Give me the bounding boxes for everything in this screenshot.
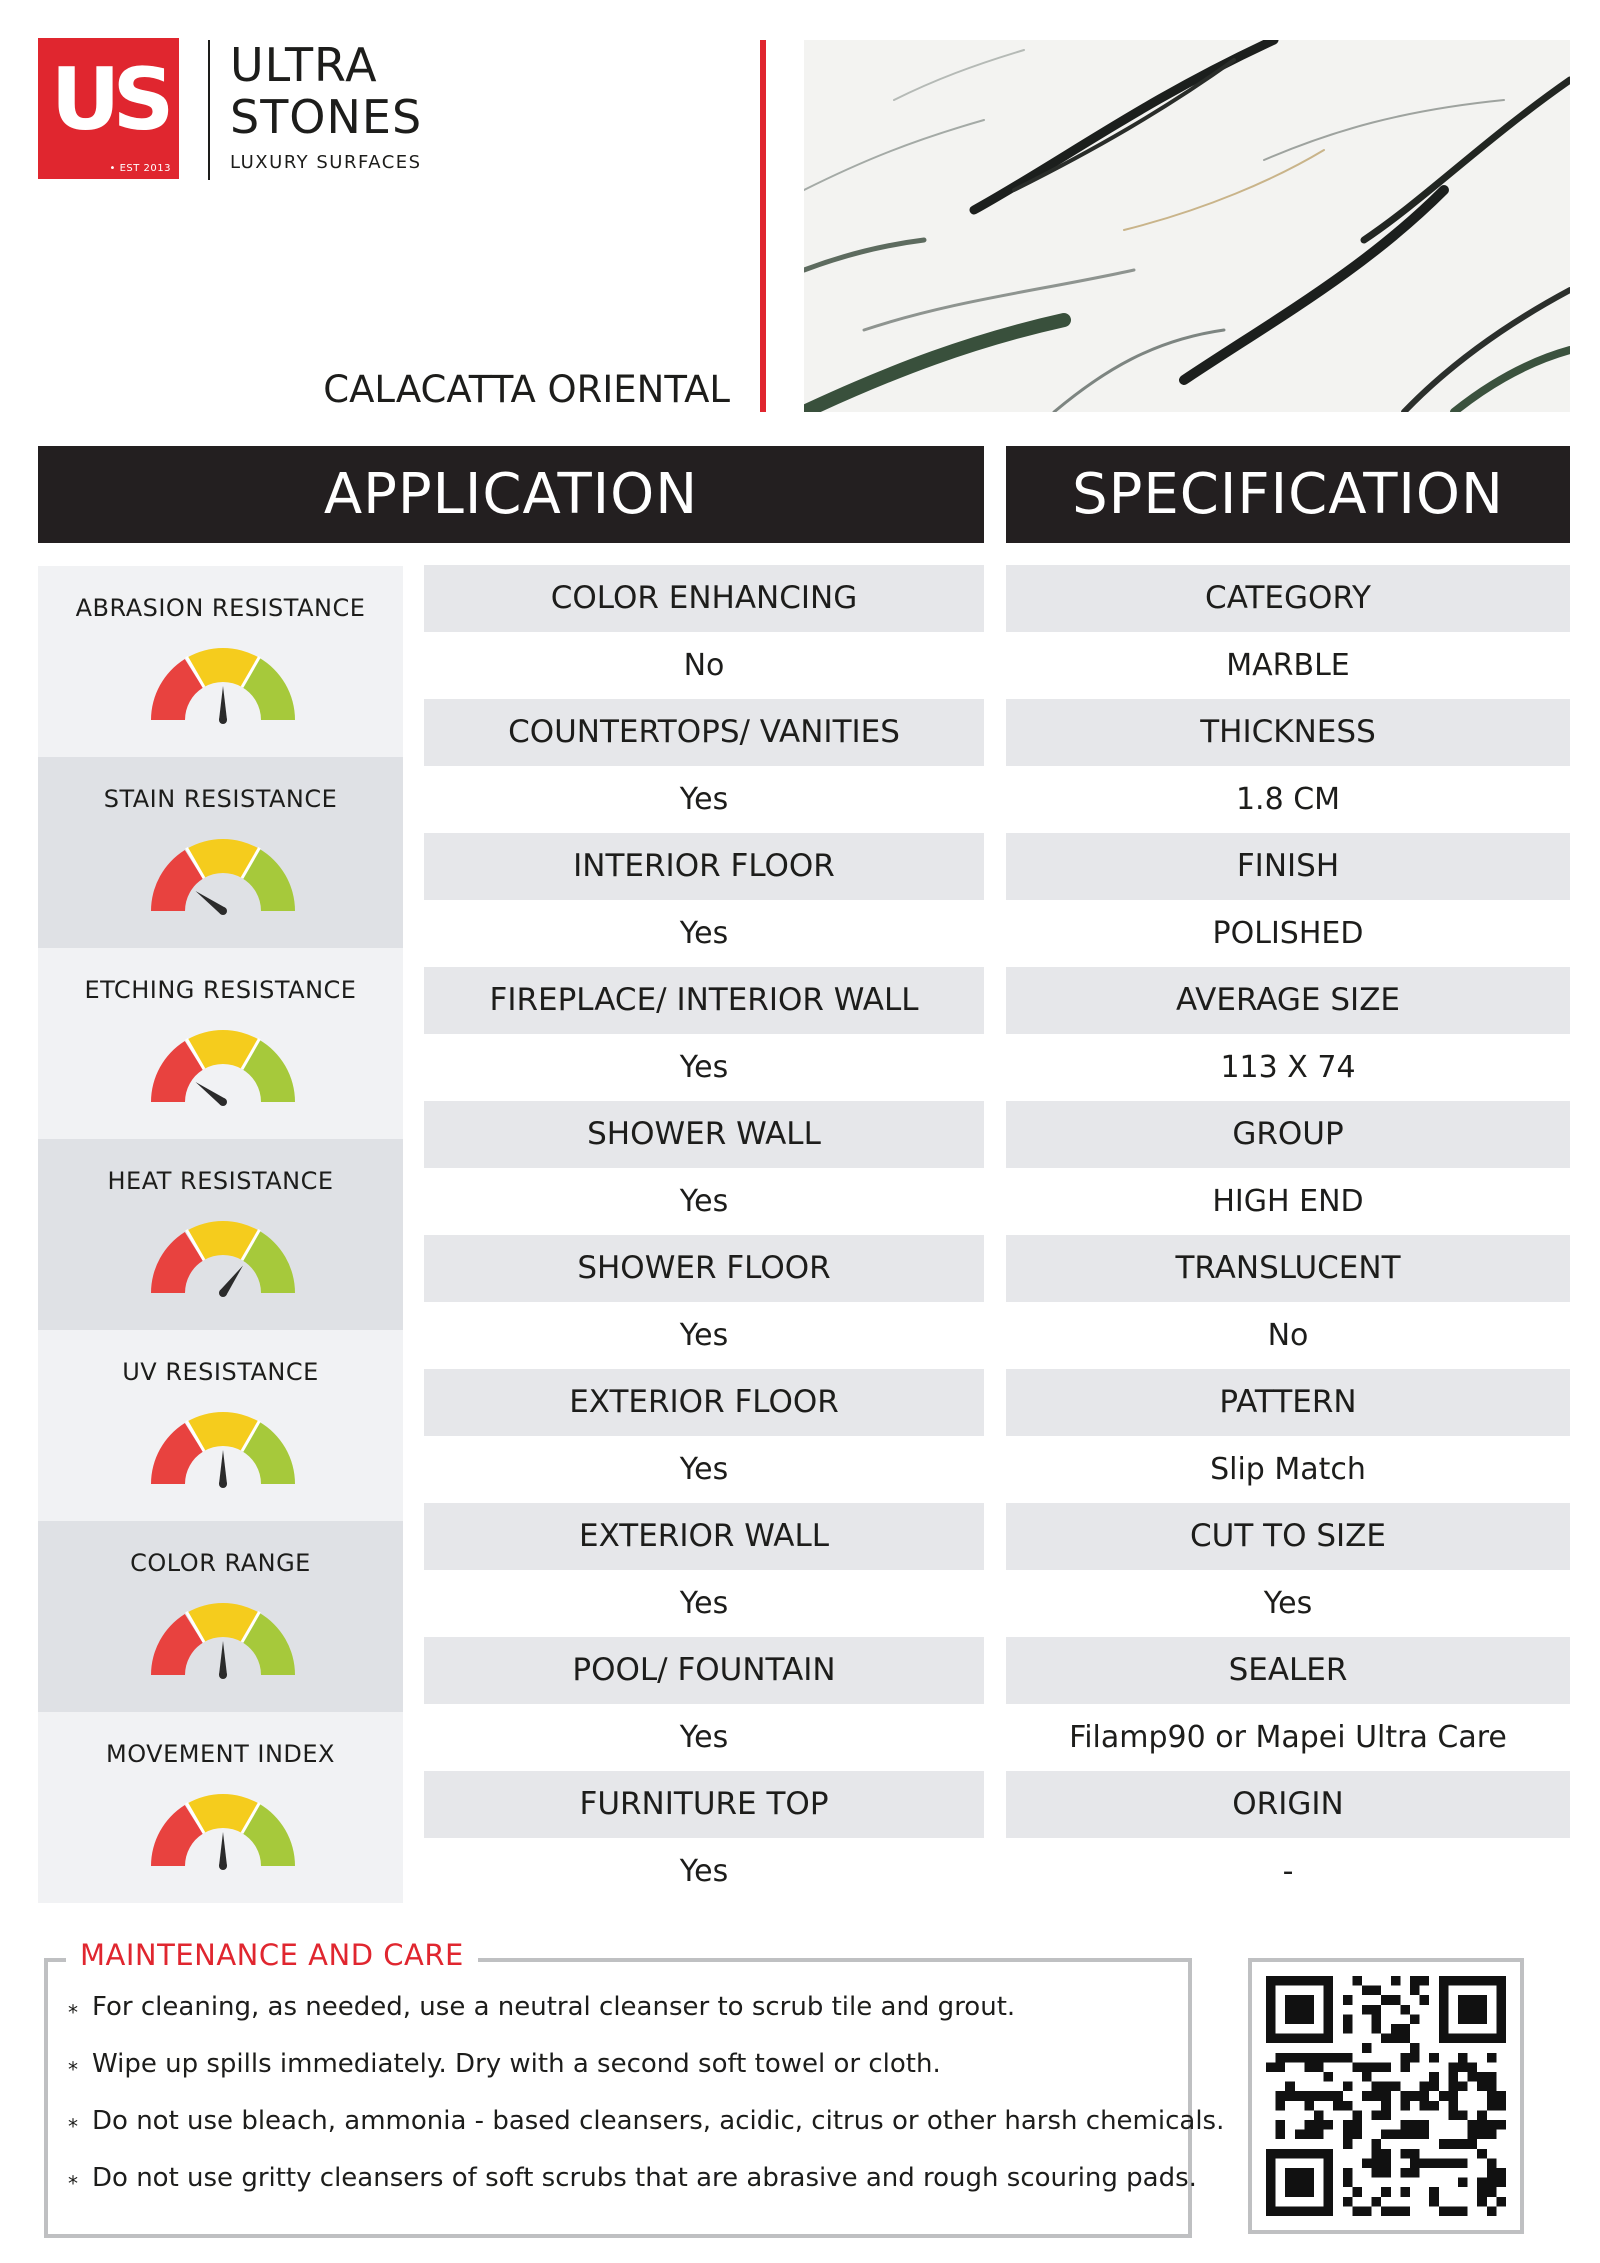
marble-slab-image: [804, 40, 1570, 412]
application-table: [424, 565, 984, 1905]
specification-value: Slip Match: [1006, 1436, 1570, 1503]
specification-value: -: [1006, 1838, 1570, 1905]
gauge-stain-resistance: [38, 757, 403, 948]
maintenance-item: [68, 1992, 1015, 2022]
gauge-dial-icon: [148, 648, 298, 728]
application-label: COLOR ENHANCING: [424, 565, 984, 632]
maintenance-text: Wipe up spills immediately. Dry with a second soft towel or cloth.: [92, 2049, 941, 2079]
specification-value: Yes: [1006, 1570, 1570, 1637]
qr-modules: [1266, 1976, 1506, 2216]
application-value: Yes: [424, 766, 984, 833]
gauge-label: HEAT RESISTANCE: [107, 1167, 334, 1195]
specification-value: No: [1006, 1302, 1570, 1369]
application-label: INTERIOR FLOOR: [424, 833, 984, 900]
specification-value: MARBLE: [1006, 632, 1570, 699]
application-label: SHOWER WALL: [424, 1101, 984, 1168]
brand-tagline: LUXURY SURFACES: [230, 152, 422, 173]
gauge-label: COLOR RANGE: [130, 1549, 311, 1577]
logo-divider: [208, 40, 210, 180]
gauge-label: STAIN RESISTANCE: [103, 785, 338, 813]
gauge-hub: [219, 1671, 227, 1679]
gauge-etching-resistance: [38, 948, 403, 1139]
gauge-dial-icon: [148, 1412, 298, 1492]
logo-monogram: US: [50, 50, 167, 150]
application-value: Yes: [424, 1034, 984, 1101]
bullet-icon: ⁎: [68, 2165, 78, 2189]
gauge-abrasion-resistance: [38, 566, 403, 757]
gauge-dial-icon: [148, 839, 298, 919]
qr-code[interactable]: [1248, 1958, 1524, 2234]
gauge-color-range: [38, 1521, 403, 1712]
bullet-icon: ⁎: [68, 1994, 78, 2018]
application-label: SHOWER FLOOR: [424, 1235, 984, 1302]
specification-label: TRANSLUCENT: [1006, 1235, 1570, 1302]
specification-value: POLISHED: [1006, 900, 1570, 967]
application-value: Yes: [424, 1838, 984, 1905]
specification-value: HIGH END: [1006, 1168, 1570, 1235]
brand-logo: [38, 38, 179, 179]
maintenance-title: MAINTENANCE AND CARE: [80, 1938, 464, 1972]
gauge-movement-index: [38, 1712, 403, 1903]
gauge-label: MOVEMENT INDEX: [106, 1740, 335, 1768]
application-label: EXTERIOR WALL: [424, 1503, 984, 1570]
application-label: POOL/ FOUNTAIN: [424, 1637, 984, 1704]
specification-label: ORIGIN: [1006, 1771, 1570, 1838]
gauge-uv-resistance: [38, 1330, 403, 1521]
application-value: Yes: [424, 1570, 984, 1637]
gauge-hub: [219, 1480, 227, 1488]
gauge-label: ETCHING RESISTANCE: [84, 976, 357, 1004]
application-value: Yes: [424, 1302, 984, 1369]
qr-code-icon: [1266, 1976, 1506, 2216]
bullet-icon: ⁎: [68, 2051, 78, 2075]
maintenance-item: [68, 2106, 1224, 2136]
brand-name-line2: STONES: [230, 90, 423, 144]
maintenance-text: Do not use gritty cleansers of soft scrubs that are abrasive and rough scouring pads.: [92, 2163, 1197, 2193]
application-value: Yes: [424, 900, 984, 967]
gauge-hub: [219, 716, 227, 724]
application-value: Yes: [424, 1436, 984, 1503]
maintenance-text: Do not use bleach, ammonia - based cleansers, acidic, citrus or other harsh chemicals.: [92, 2106, 1225, 2136]
maintenance-item: [68, 2163, 1197, 2193]
maintenance-text: For cleaning, as needed, use a neutral cleanser to scrub tile and grout.: [92, 1992, 1016, 2022]
gauge-heat-resistance: [38, 1139, 403, 1330]
specification-value: 113 X 74: [1006, 1034, 1570, 1101]
header-accent-rule: [760, 40, 766, 412]
specification-value: Filamp90 or Mapei Ultra Care: [1006, 1704, 1570, 1771]
maintenance-item: [68, 2049, 941, 2079]
specification-value: 1.8 CM: [1006, 766, 1570, 833]
application-value: Yes: [424, 1168, 984, 1235]
specification-label: THICKNESS: [1006, 699, 1570, 766]
specification-label: GROUP: [1006, 1101, 1570, 1168]
product-name: CALACATTA ORIENTAL: [323, 368, 730, 411]
gauge-hub: [219, 907, 227, 915]
brand-name-line1: ULTRA: [230, 38, 378, 92]
gauge-needle: [219, 1450, 227, 1484]
application-value: Yes: [424, 1704, 984, 1771]
specification-heading: SPECIFICATION: [1006, 446, 1570, 543]
specification-label: FINISH: [1006, 833, 1570, 900]
specification-table: [1006, 565, 1570, 1905]
gauge-needle: [219, 1641, 227, 1675]
gauge-label: ABRASION RESISTANCE: [75, 594, 366, 622]
gauge-dial-icon: [148, 1794, 298, 1874]
gauge-dial-icon: [148, 1221, 298, 1301]
gauge-label: UV RESISTANCE: [122, 1358, 319, 1386]
application-label: EXTERIOR FLOOR: [424, 1369, 984, 1436]
application-label: COUNTERTOPS/ VANITIES: [424, 699, 984, 766]
bullet-icon: ⁎: [68, 2108, 78, 2132]
gauge-dial-icon: [148, 1030, 298, 1110]
application-heading: APPLICATION: [38, 446, 984, 543]
maintenance-title-wrap: [66, 1938, 478, 1972]
specification-label: CUT TO SIZE: [1006, 1503, 1570, 1570]
logo-est: • EST 2013: [109, 163, 171, 174]
specification-label: CATEGORY: [1006, 565, 1570, 632]
specification-label: SEALER: [1006, 1637, 1570, 1704]
gauge-hub: [219, 1289, 227, 1297]
gauge-needle: [219, 1832, 227, 1866]
application-label: FIREPLACE/ INTERIOR WALL: [424, 967, 984, 1034]
gauge-hub: [219, 1098, 227, 1106]
application-value: No: [424, 632, 984, 699]
gauge-needle: [219, 686, 227, 720]
gauge-hub: [219, 1862, 227, 1870]
gauge-dial-icon: [148, 1603, 298, 1683]
specification-label: AVERAGE SIZE: [1006, 967, 1570, 1034]
application-label: FURNITURE TOP: [424, 1771, 984, 1838]
specification-label: PATTERN: [1006, 1369, 1570, 1436]
